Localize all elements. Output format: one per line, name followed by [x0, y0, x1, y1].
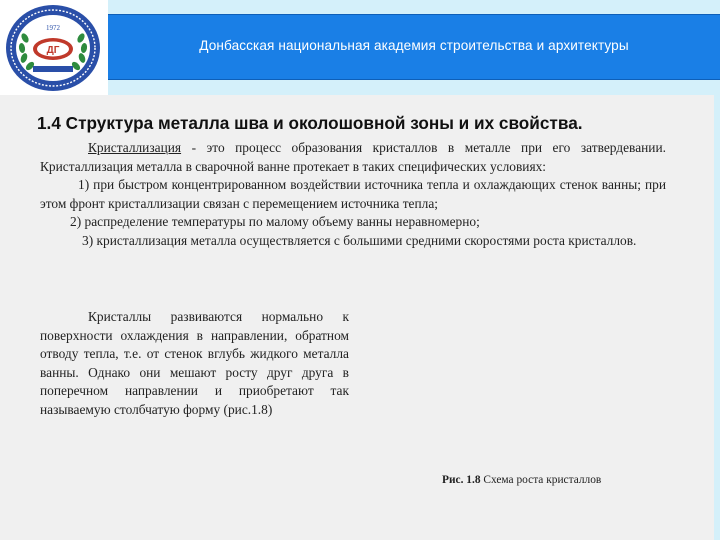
logo-ribbon [33, 66, 73, 72]
definition-paragraph [40, 139, 666, 176]
figure-label: Рис. 1.8 [442, 474, 481, 486]
institution-title: Донбасская национальная академия строительства и архитектуры [199, 38, 629, 53]
logo-monogram-icon [33, 38, 73, 60]
logo-area [0, 0, 108, 95]
definition-text: - это процесс образования кристаллов в металле при его затвердевании. Кристаллизация металла в сварочной ванне протекает в таких специфических условиях: [40, 140, 666, 174]
academy-logo [3, 2, 103, 94]
logo-monogram: ДГ [46, 45, 60, 56]
crystals-paragraph: Кристаллы развиваются нормально к поверхности охлаждения в направлении, обратном отводу тепла, т.е. от стенок вглубь жидкого металла ванны. Однако они мешают росту друг друга в поперечном направлении и приобретают так называемую столбчатую форму (рис.1.8) [40, 309, 349, 417]
body-text [40, 139, 666, 251]
logo-year: 1972 [46, 24, 60, 32]
list-item: 3) кристаллизация металла осуществляется с большими средними скоростями роста кристаллов. [82, 232, 637, 248]
list-item: 2) распределение температуры по малому объему ванны неравномерно; [70, 214, 480, 230]
section-title: 1.4 Структура металла шва и околошовной зоны и их свойства. [37, 113, 583, 133]
list-item: 1) при быстром концентрированном воздействии источника тепла и охлаждающих стенок ванны; при этом фронт кристаллизации связан с перемещением источника тепла; [40, 177, 666, 211]
term-crystallization: Кристаллизация [88, 140, 182, 155]
header-bar [108, 14, 720, 80]
figure-caption-text: Схема роста кристаллов [480, 474, 602, 486]
figure-caption [442, 474, 601, 486]
